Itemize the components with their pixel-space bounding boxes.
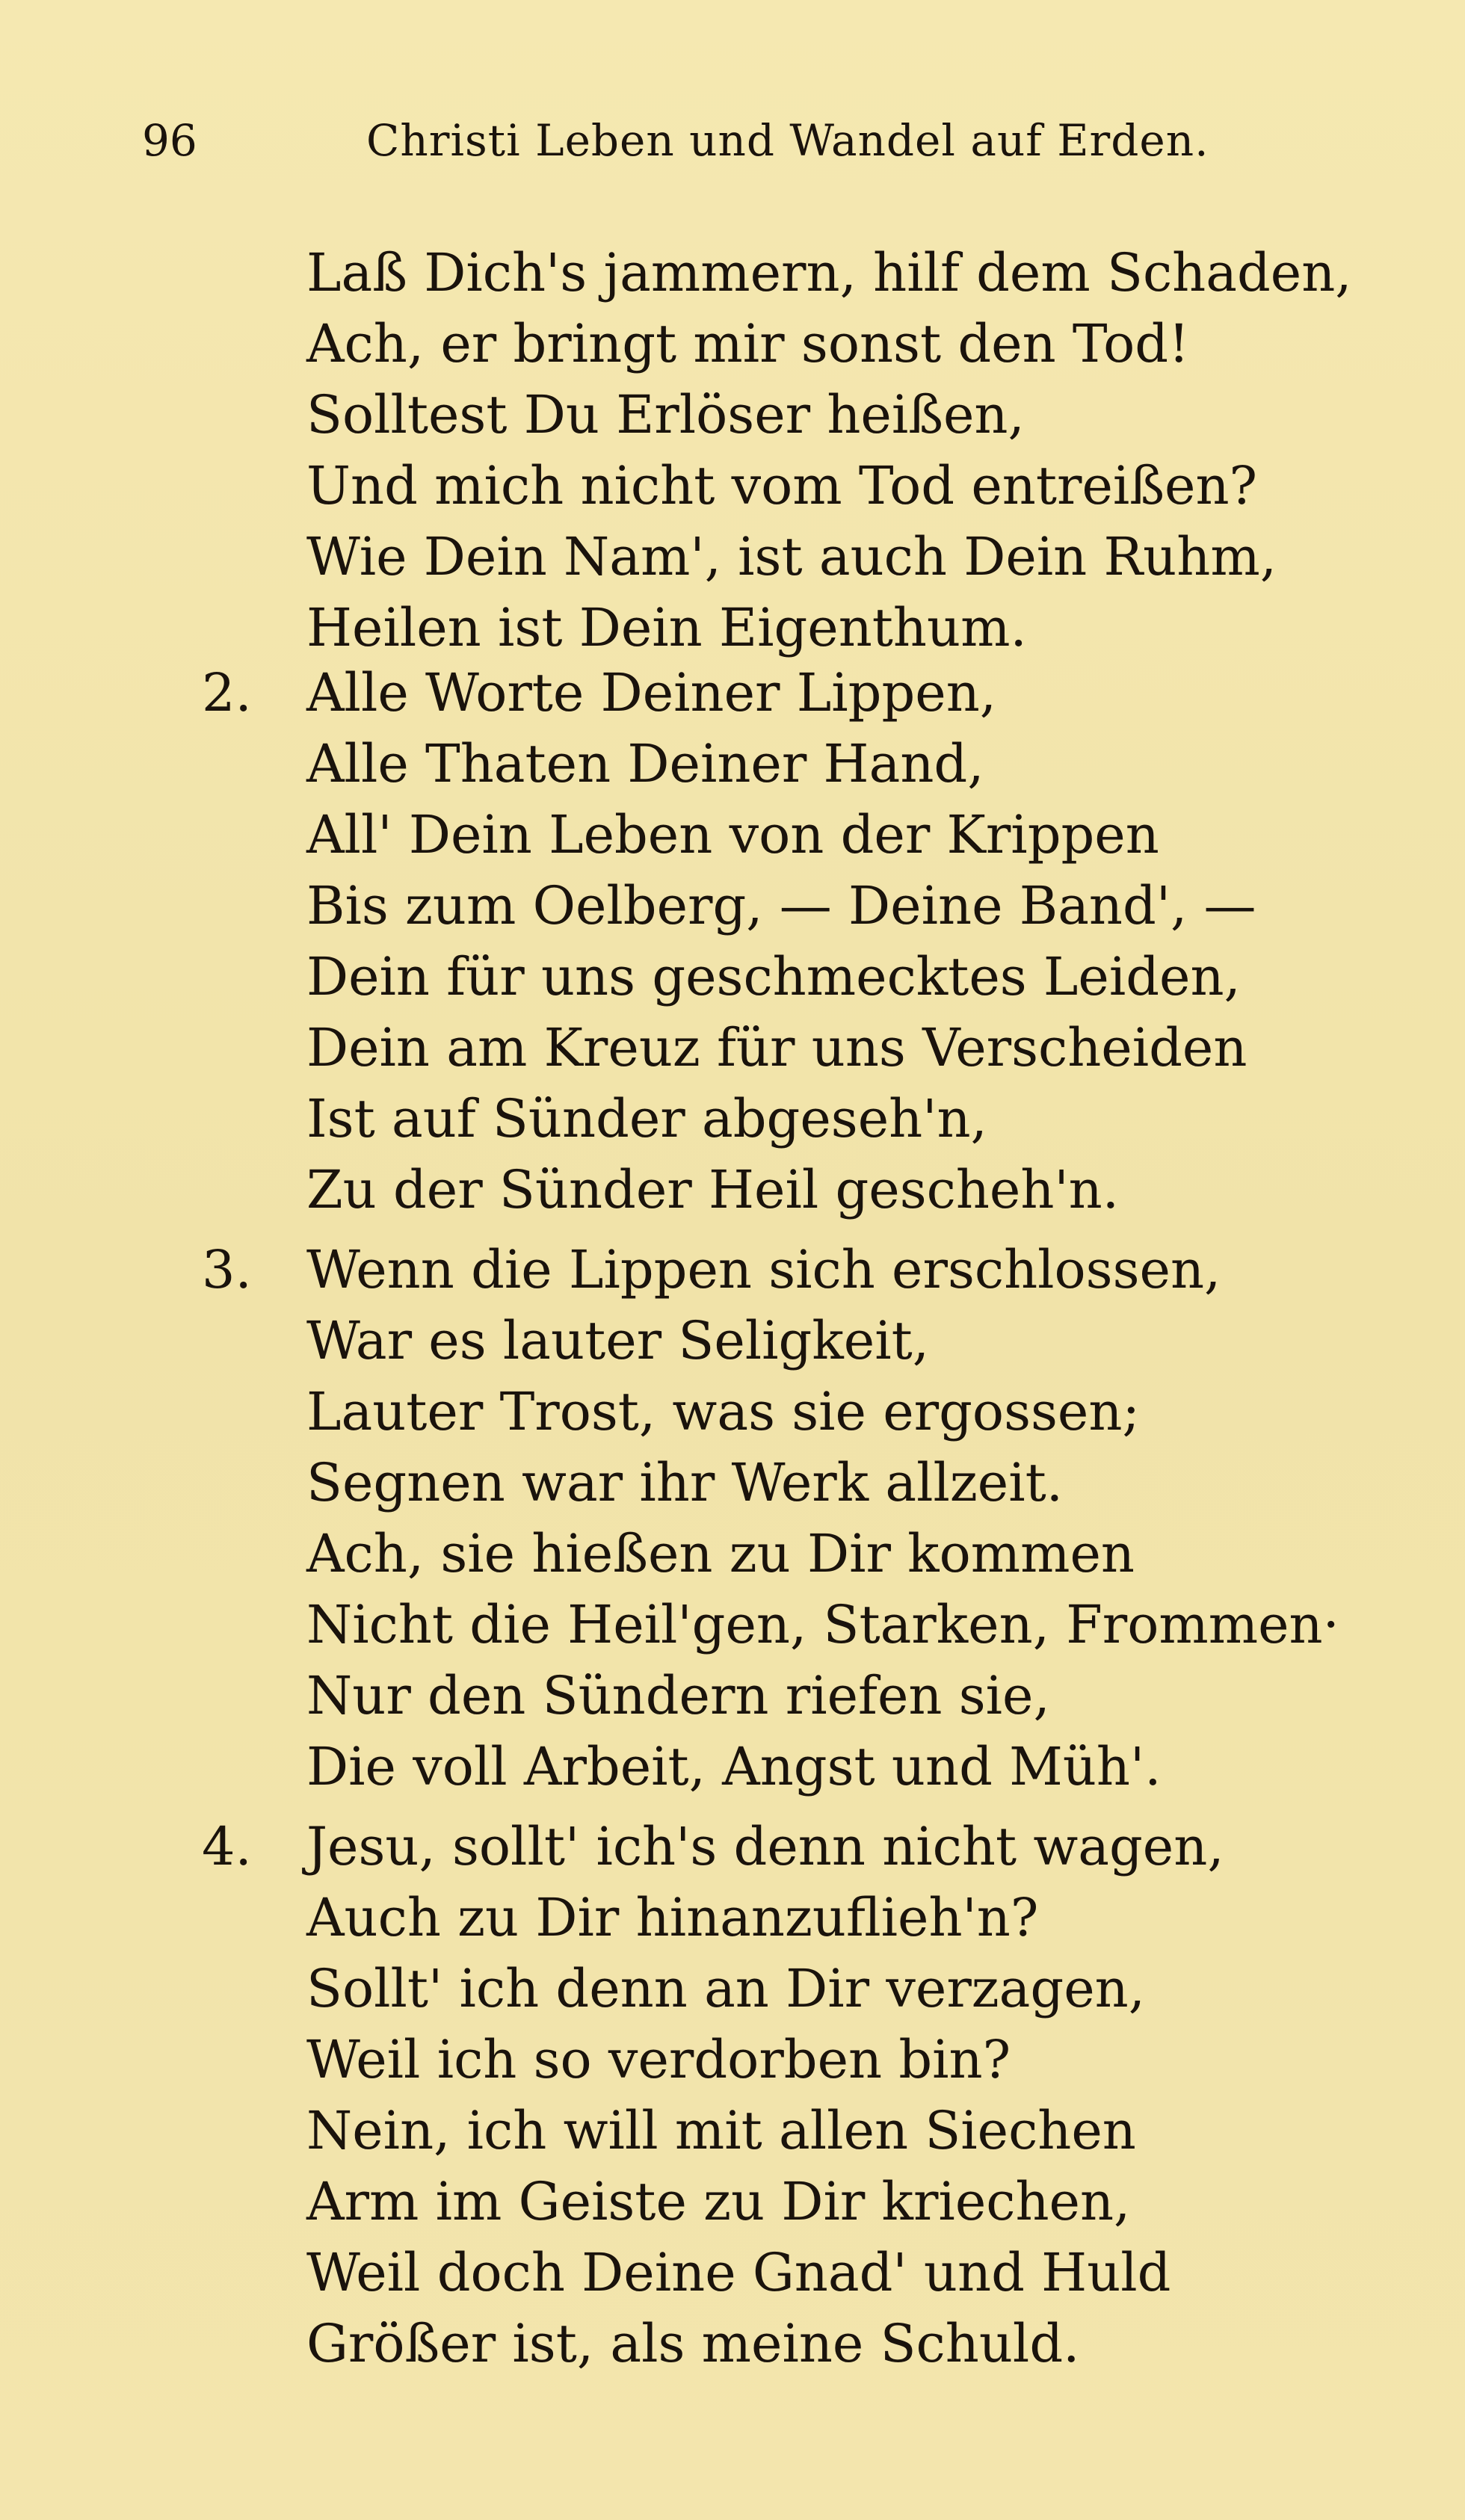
verse-line: Weil doch Deine Gnad' und Huld xyxy=(306,2242,1171,2303)
verse-number: 2. xyxy=(202,662,252,723)
verse-line: Segnen war ihr Werk allzeit. xyxy=(306,1452,1063,1513)
verse-line: Sollt' ich denn an Dir verzagen, xyxy=(306,1958,1145,2019)
verse-line: Und mich nicht vom Tod entreißen? xyxy=(306,455,1258,516)
verse-line: Arm im Geiste zu Dir kriechen, xyxy=(306,2171,1131,2232)
verse-line: Heilen ist Dein Eigenthum. xyxy=(306,597,1027,658)
verse-lines xyxy=(306,238,1352,664)
verse-lines xyxy=(306,658,1256,1226)
verse-lines xyxy=(306,1235,1339,1803)
running-title: Christi Leben und Wandel auf Erden. xyxy=(366,115,1209,166)
verse-line: Laß Dich's jammern, hilf dem Schaden, xyxy=(306,242,1352,303)
verse-number: 4. xyxy=(202,1816,252,1877)
verse-line: Zu der Sünder Heil gescheh'n. xyxy=(306,1159,1120,1220)
verse-line: Ist auf Sünder abgeseh'n, xyxy=(306,1088,987,1149)
verse-line: Nur den Sündern riefen sie, xyxy=(306,1665,1050,1726)
verse-line: Die voll Arbeit, Angst und Müh'. xyxy=(306,1736,1162,1797)
verse-line: Nicht die Heil'gen, Starken, Frommen· xyxy=(306,1594,1339,1655)
verse-line: Wie Dein Nam', ist auch Dein Ruhm, xyxy=(306,526,1277,587)
verse-line: Nein, ich will mit allen Siechen xyxy=(306,2100,1136,2161)
verse-line: Auch zu Dir hinanzuflieh'n? xyxy=(306,1887,1039,1948)
verse-lines xyxy=(306,1812,1224,2380)
verse-line: Bis zum Oelberg, — Deine Band', — xyxy=(306,875,1256,936)
verse-number: 3. xyxy=(202,1239,252,1300)
verse-line: War es lauter Seligkeit, xyxy=(306,1310,929,1371)
verse-line: Wenn die Lippen sich erschlossen, xyxy=(306,1239,1221,1300)
verse-line: Solltest Du Erlöser heißen, xyxy=(306,384,1025,445)
verse-line: Alle Thaten Deiner Hand, xyxy=(306,733,984,794)
verse-line: Dein für uns geschmecktes Leiden, xyxy=(306,946,1241,1007)
verse-line: Größer ist, als meine Schuld. xyxy=(306,2313,1080,2374)
verse-line: Alle Worte Deiner Lippen, xyxy=(306,662,997,723)
page-number: 96 xyxy=(142,115,197,166)
verse-line: Jesu, sollt' ich's denn nicht wagen, xyxy=(306,1816,1224,1877)
verse-line: Ach, er bringt mir sonst den Tod! xyxy=(306,313,1190,374)
verse-line: All' Dein Leben von der Krippen xyxy=(306,804,1159,865)
verse-line: Ach, sie hießen zu Dir kommen xyxy=(306,1523,1135,1584)
verse-line: Weil ich so verdorben bin? xyxy=(306,2029,1011,2090)
page-header xyxy=(142,111,1218,170)
verse-line: Dein am Kreuz für uns Verscheiden xyxy=(306,1017,1247,1078)
verse-line: Lauter Trost, was sie ergossen; xyxy=(306,1381,1141,1442)
